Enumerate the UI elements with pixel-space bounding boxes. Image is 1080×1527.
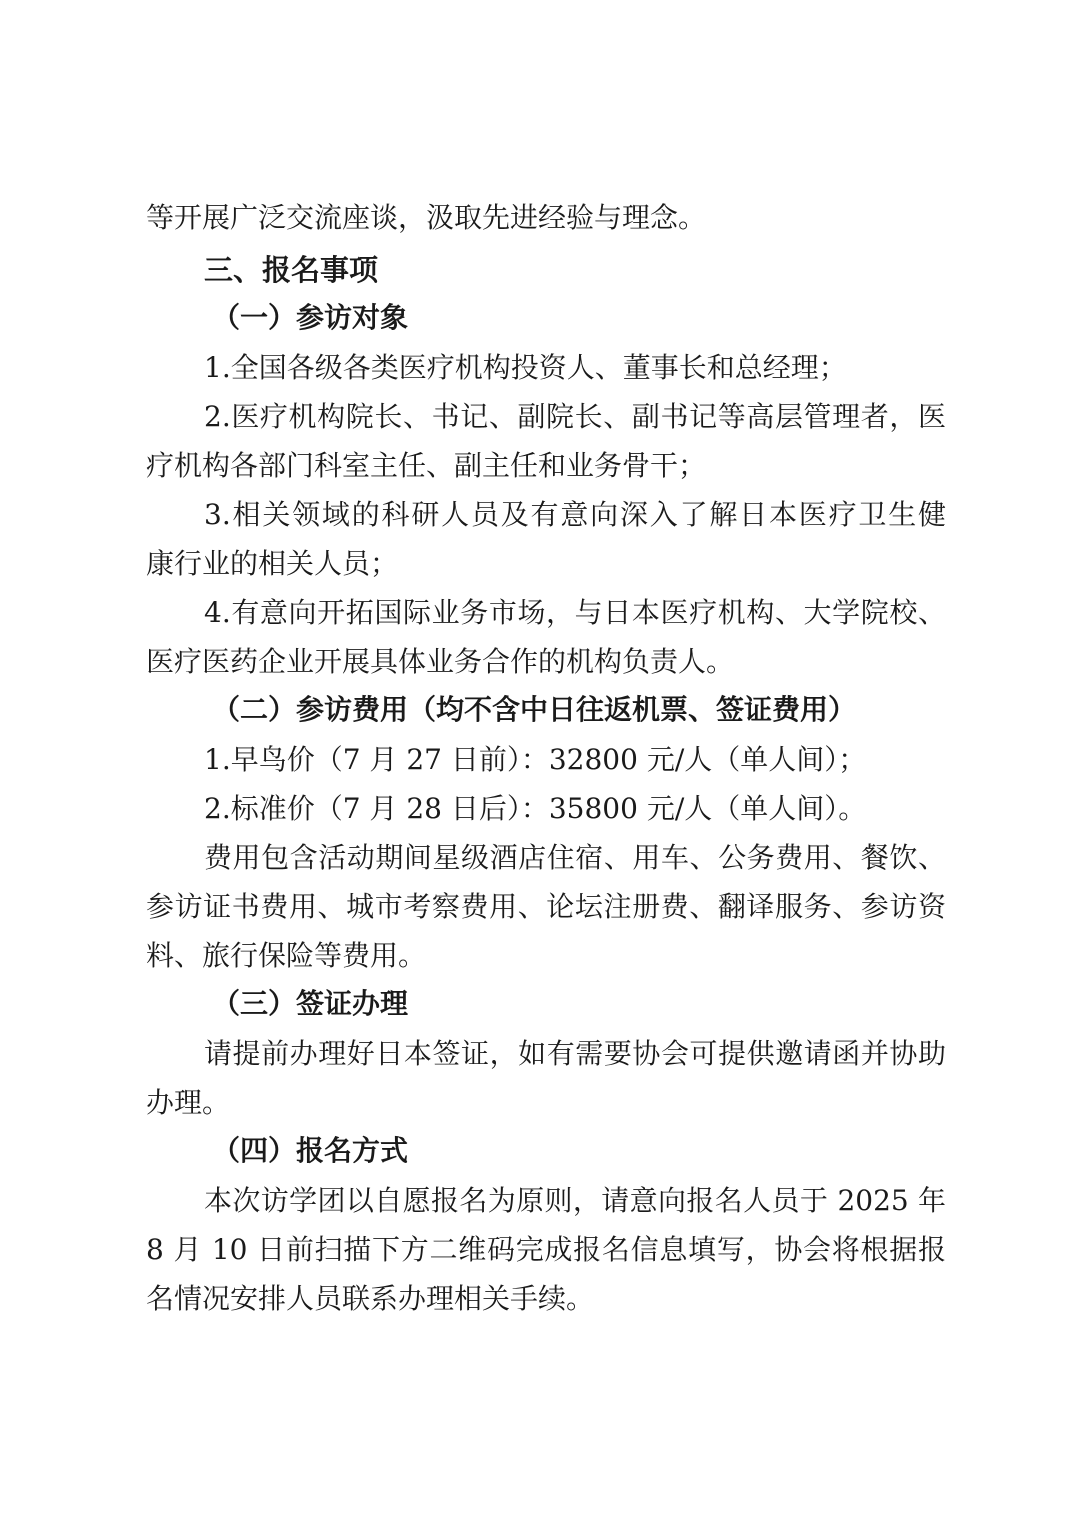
registration-text-line-2: 8 月 10 日前扫描下方二维码完成报名信息填写，协会将根据报 bbox=[146, 1233, 946, 1266]
fee-standard: 2.标准价（7 月 28 日后）：35800 元/人（单人间）。 bbox=[204, 792, 867, 825]
fee-early-bird: 1.早鸟价（7 月 27 日前）：32800 元/人（单人间）； bbox=[204, 743, 867, 776]
list-item-2-line-2: 疗机构各部门科室主任、副主任和业务骨干； bbox=[146, 449, 707, 482]
section-heading-registration: 三、报名事项 bbox=[204, 253, 379, 287]
subsection-heading-registration-method: （四）报名方式 bbox=[212, 1134, 409, 1167]
fee-includes-line-2: 参访证书费用、城市考察费用、论坛注册费、翻译服务、参访资 bbox=[146, 890, 946, 923]
list-item-1: 1.全国各级各类医疗机构投资人、董事长和总经理； bbox=[204, 351, 847, 384]
list-item-3-line-1: 3.相关领域的科研人员及有意向深入了解日本医疗卫生健 bbox=[204, 498, 946, 531]
subsection-heading-visa: （三）签证办理 bbox=[212, 987, 409, 1020]
list-item-4-line-2: 医疗医药企业开展具体业务合作的机构负责人。 bbox=[146, 645, 735, 678]
registration-text-line-1: 本次访学团以自愿报名为原则，请意向报名人员于 2025 年 bbox=[204, 1184, 946, 1217]
visa-text-line-1: 请提前办理好日本签证，如有需要协会可提供邀请函并协助 bbox=[204, 1037, 946, 1070]
fee-includes-line-1: 费用包含活动期间星级酒店住宿、用车、公务费用、餐饮、 bbox=[204, 841, 946, 874]
list-item-3-line-2: 康行业的相关人员； bbox=[146, 547, 399, 580]
subsection-heading-participants: （一）参访对象 bbox=[212, 301, 409, 334]
paragraph-line-continuation: 等开展广泛交流座谈，汲取先进经验与理念。 bbox=[146, 201, 707, 234]
registration-text-line-3: 名情况安排人员联系办理相关手续。 bbox=[146, 1282, 595, 1315]
list-item-2-line-1: 2.医疗机构院长、书记、副院长、副书记等高层管理者，医 bbox=[204, 400, 946, 433]
subsection-heading-fees: （二）参访费用（均不含中日往返机票、签证费用） bbox=[212, 693, 857, 726]
visa-text-line-2: 办理。 bbox=[146, 1086, 231, 1119]
fee-includes-line-3: 料、旅行保险等费用。 bbox=[146, 939, 427, 972]
list-item-4-line-1: 4.有意向开拓国际业务市场，与日本医疗机构、大学院校、 bbox=[204, 596, 946, 629]
